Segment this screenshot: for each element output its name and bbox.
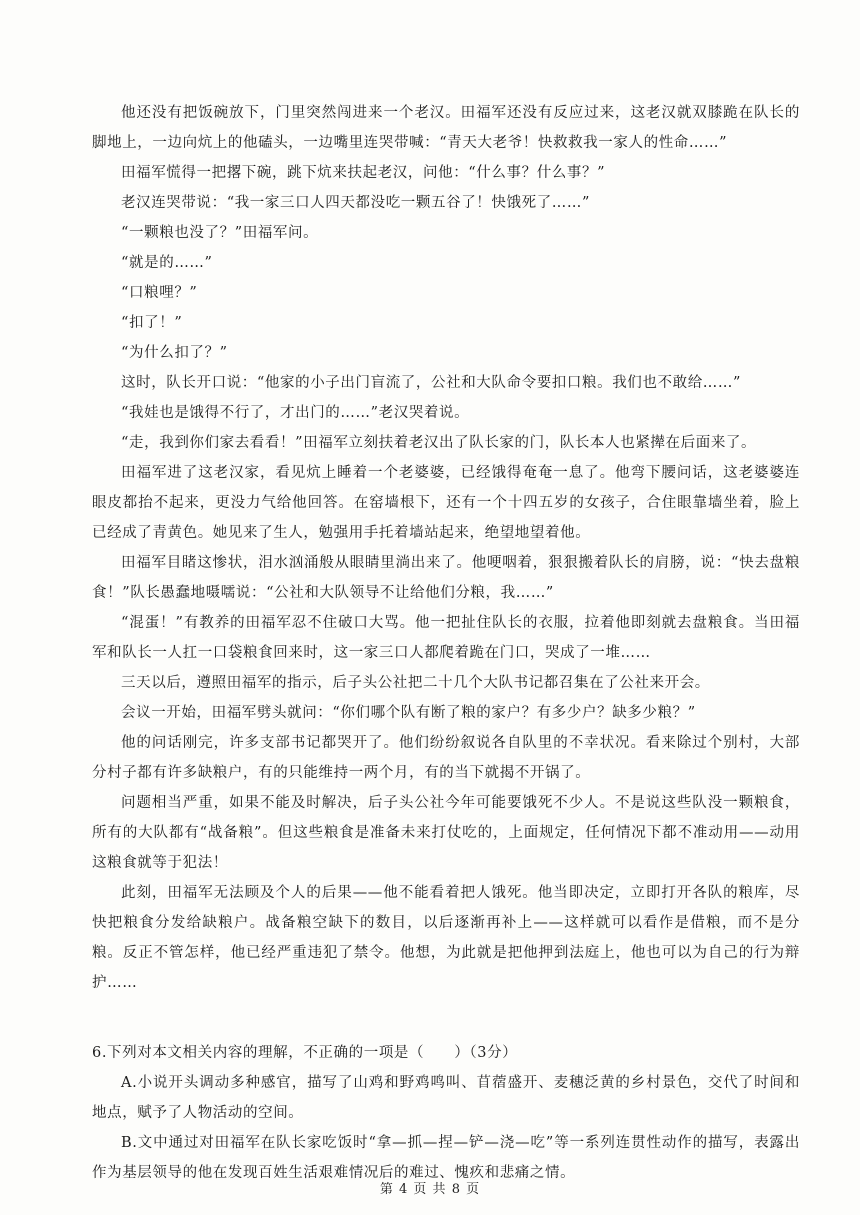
story-paragraph: 问题相当严重，如果不能及时解决，后子头公社今年可能要饿死不少人。不是说这些队没一颗粮食，所有的大队都有“战备粮”。但这些粮食是准备未来打仗吃的，上面规定，任何情况下都不准动用——动用这粮食就等于犯法！ <box>92 795 800 871</box>
story-paragraph: 田福军进了这老汉家，看见炕上睡着一个老婆婆，已经饿得奄奄一息了。他弯下腰问话，这老婆婆连眼皮都抬不起来，更没力气给他回答。在窑墙根下，还有一个十四五岁的女孩子，合住眼靠墙坐着，脸上已经成了青黄色。她见来了生人，勉强用手托着墙站起来，绝望地望着他。 <box>92 465 800 541</box>
story-paragraph: 他的问话刚完，许多支部书记都哭开了。他们纷纷叙说各自队里的不幸状况。看来除过个别村，大部分村子都有许多缺粮户，有的只能维持一两个月，有的当下就揭不开锅了。 <box>92 735 800 781</box>
story-paragraph: 这时，队长开口说：“他家的小子出门盲流了，公社和大队命令要扣口粮。我们也不敢给……” <box>121 375 742 391</box>
page-content <box>92 98 800 1188</box>
story-paragraph: 三天以后，遵照田福军的指示，后子头公社把二十几个大队书记都召集在了公社来开会。 <box>121 675 710 691</box>
story-paragraph: 此刻，田福军无法顾及个人的后果——他不能看着把人饿死。他当即决定，立即打开各队的粮库，尽快把粮食分发给缺粮户。战备粮空缺下的数目，以后逐渐再补上——这样就可以看作是借粮，而不是分粮。反正不管怎样，他已经严重违犯了禁令。他想，为此就是把他押到法庭上，他也可以为自己的行为辩护…… <box>92 885 800 991</box>
story-text <box>92 98 800 998</box>
story-paragraph: “口粮哩？” <box>121 285 198 301</box>
story-paragraph: 田福军慌得一把撂下碗，跳下炕来扶起老汉，问他：“什么事？什么事？” <box>121 165 606 181</box>
story-paragraph: “就是的……” <box>121 255 213 271</box>
story-paragraph: “我娃也是饿得不行了，才出门的……”老汉哭着说。 <box>121 405 470 421</box>
option-a: A.小说开头调动多种感官，描写了山鸡和野鸡鸣叫、苜蓿盛开、麦穗泛黄的乡村景色，交代了时间和地点，赋予了人物活动的空间。 <box>92 1075 800 1121</box>
page-number: 第 4 页 共 8 页 <box>379 1182 481 1197</box>
story-paragraph: “扣了！” <box>121 315 183 331</box>
story-paragraph: “混蛋！”有教养的田福军忍不住破口大骂。他一把扯住队长的衣服，拉着他即刻就去盘粮食。当田福军和队长一人扛一口袋粮食回来时，这一家三口人都爬着跪在门口，哭成了一堆…… <box>92 615 800 661</box>
story-paragraph: 田福军目睹这惨状，泪水汹涌般从眼睛里淌出来了。他哽咽着，狠狠搬着队长的肩膀，说：“快去盘粮食！”队长愚蠢地嗫嚅说：“公社和大队领导不让给他们分粮，我……” <box>92 555 800 601</box>
story-paragraph: “一颗粮也没了？”田福军问。 <box>121 225 319 241</box>
option-b: B.文中通过对田福军在队长家吃饭时“拿—抓—捏—铲—浇—吃”等一系列连贯性动作的描写，表露出作为基层领导的他在发现百姓生活艰难情况后的难过、愧疚和悲痛之情。 <box>92 1135 800 1181</box>
question-stem: 6.下列对本文相关内容的理解，不正确的一项是（ ）（3分） <box>92 1045 518 1061</box>
story-paragraph: 他还没有把饭碗放下，门里突然闯进来一个老汉。田福军还没有反应过来，这老汉就双膝跪在队长的脚地上，一边向炕上的他磕头，一边嘴里连哭带喊：“青天大老爷！快救救我一家人的性命……” <box>92 105 800 151</box>
story-paragraph: 老汉连哭带说：“我一家三口人四天都没吃一颗五谷了！快饿死了……” <box>121 195 591 211</box>
section-gap <box>92 998 800 1038</box>
story-paragraph: 会议一开始，田福军劈头就问：“你们哪个队有断了粮的家户？有多少户？缺多少粮？” <box>121 705 696 721</box>
story-paragraph: “走，我到你们家去看看！”田福军立刻扶着老汉出了队长家的门，队长本人也紧撵在后面来了。 <box>121 435 757 451</box>
question-6 <box>92 1038 800 1188</box>
story-paragraph: “为什么扣了？” <box>121 345 228 361</box>
